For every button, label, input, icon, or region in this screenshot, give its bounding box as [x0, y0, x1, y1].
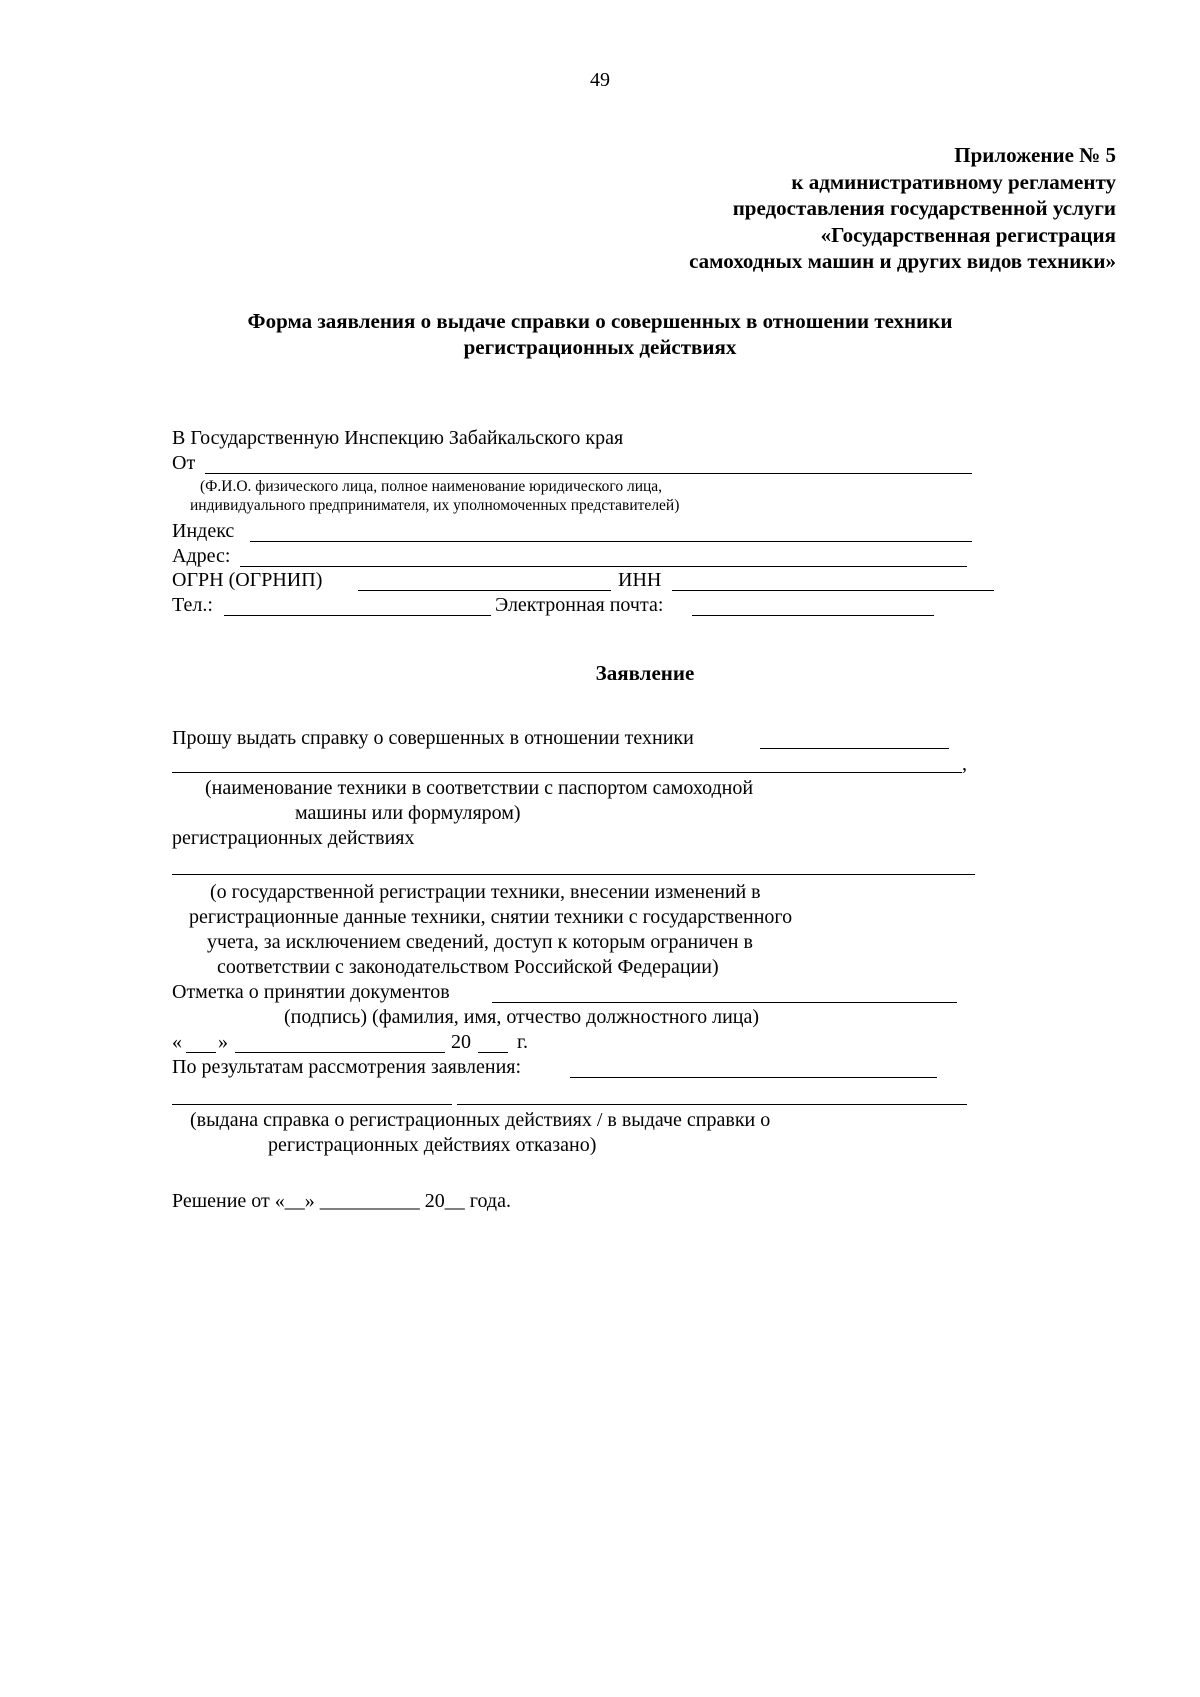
- appendix-block: [689, 142, 1116, 275]
- actions-hint-1: (о государственной регистрации техники, внесении изменений в: [210, 881, 761, 903]
- statement-heading: Заявление: [595, 661, 695, 685]
- ogrn-label: ОГРН (ОГРНИП): [172, 569, 323, 591]
- signature-hint: (подпись) (фамилия, имя, отчество должностного лица): [284, 1006, 760, 1028]
- result-field-line-2a[interactable]: [172, 1104, 452, 1105]
- appendix-line-5: самоходных машин и других видов техники»: [689, 249, 1116, 273]
- from-label: От: [172, 452, 196, 474]
- actions-hint-4: соответствии с законодательством Российской Федерации): [217, 956, 719, 978]
- from-field-line[interactable]: [205, 473, 972, 474]
- actions-field-line[interactable]: [172, 874, 975, 875]
- result-label: По результатам рассмотрения заявления:: [172, 1056, 522, 1078]
- acceptance-label: Отметка о принятии документов: [172, 981, 450, 1003]
- decision-line: Решение от «__» __________ 20__ года.: [172, 1190, 511, 1212]
- date-year-suffix: г.: [517, 1031, 528, 1053]
- index-field-line[interactable]: [250, 541, 972, 542]
- ogrn-field-line[interactable]: [358, 590, 611, 591]
- date-year-prefix: 20: [451, 1031, 471, 1053]
- tech-field-line-1[interactable]: [760, 748, 949, 749]
- result-hint-1: (выдана справка о регистрационных действиях / в выдаче справки о: [190, 1109, 771, 1131]
- actions-hint-3: учета, за исключением сведений, доступ к которым ограничен в: [207, 931, 753, 953]
- email-field-line[interactable]: [692, 615, 934, 616]
- inn-field-line[interactable]: [672, 590, 994, 591]
- form-title-line-2: регистрационных действиях: [463, 335, 737, 359]
- tech-field-line-2[interactable]: [172, 772, 962, 773]
- form-title-line-1: Форма заявления о выдаче справки о совершенных в отношении техники: [247, 309, 953, 333]
- from-hint-2: индивидуального предпринимателя, их уполномоченных представителей): [190, 497, 680, 514]
- date-month-line[interactable]: [235, 1052, 445, 1053]
- date-day-line[interactable]: [186, 1052, 216, 1053]
- inn-label: ИНН: [618, 569, 662, 591]
- tech-hint-1: (наименование техники в соответствии с паспортом самоходной: [205, 777, 754, 799]
- actions-hint-2: регистрационные данные техники, снятии техники с государственного: [189, 906, 793, 928]
- appendix-line-4: «Государственная регистрация: [820, 222, 1116, 247]
- email-label: Электронная почта:: [495, 594, 664, 616]
- address-field-line[interactable]: [240, 566, 967, 567]
- index-label: Индекс: [172, 520, 235, 542]
- result-field-line-2b[interactable]: [457, 1104, 967, 1105]
- phone-label: Тел.:: [172, 594, 213, 616]
- result-hint-2: регистрационных действиях отказано): [268, 1134, 597, 1156]
- reg-actions-label: регистрационных действиях: [172, 827, 415, 849]
- date-open-quote: «: [172, 1031, 182, 1053]
- page-number: 49: [590, 69, 610, 91]
- request-text: Прошу выдать справку о совершенных в отношении техники: [172, 727, 694, 749]
- address-label: Адрес:: [172, 545, 231, 567]
- from-hint-1: (Ф.И.О. физического лица, полное наименование юридического лица,: [200, 478, 663, 495]
- form-title: [0, 308, 1200, 360]
- tech-hint-2: машины или формуляром): [295, 802, 521, 824]
- result-field-line-1[interactable]: [570, 1077, 937, 1078]
- addressee: В Государственную Инспекцию Забайкальского края: [172, 427, 624, 449]
- appendix-line-3: предоставления государственной услуги: [732, 196, 1116, 220]
- appendix-line-1: Приложение № 5: [954, 143, 1116, 167]
- date-close-quote: »: [218, 1031, 228, 1053]
- tech-field-comma: ,: [962, 753, 967, 775]
- date-year-line[interactable]: [478, 1052, 508, 1053]
- acceptance-field-line[interactable]: [492, 1002, 957, 1003]
- phone-field-line[interactable]: [224, 615, 491, 616]
- appendix-line-2: к административному регламенту: [791, 169, 1116, 194]
